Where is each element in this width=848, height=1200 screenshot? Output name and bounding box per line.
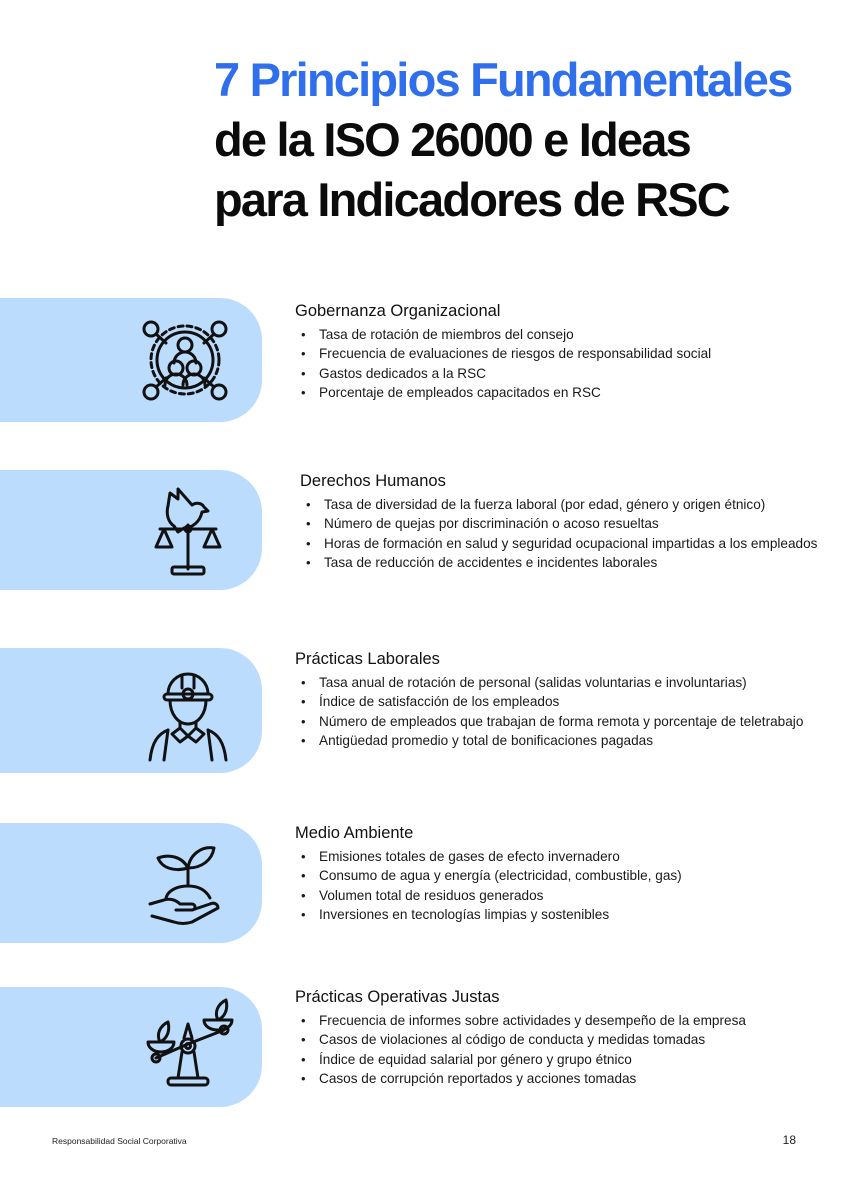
section-gobernanza [295,300,825,402]
section-medio-ambiente [295,822,825,924]
pill-practicas-operativas [0,987,262,1107]
list-item: • Índice de satisfacción de los empleados [319,692,825,711]
list-item: • Antigüedad promedio y total de bonificaciones pagadas [319,731,825,750]
page-number: 18 [782,1133,796,1147]
section-practicas-laborales [295,648,825,750]
dove-scales-icon [130,475,240,585]
list-item: • Número de quejas por discriminación o acoso resueltas [324,514,830,533]
page-title [214,50,844,230]
list-item: • Gastos dedicados a la RSC [319,364,825,383]
title-line-3: para Indicadores de RSC [214,173,729,226]
footer-document-title: Responsabilidad Social Corporativa [52,1136,187,1146]
section-heading: Derechos Humanos [300,472,446,490]
list-item: • Tasa de reducción de accidentes e incidentes laborales [324,553,830,572]
hand-plant-icon [130,828,240,938]
pill-practicas-laborales [0,648,262,773]
list-item: • Tasa de rotación de miembros del consejo [319,325,825,344]
list-item: • Horas de formación en salud y seguridad ocupacional impartidas a los empleados [324,534,830,553]
pill-gobernanza [0,298,262,422]
section-heading: Prácticas Operativas Justas [295,988,500,1006]
list-item: • Índice de equidad salarial por género y grupo étnico [319,1050,825,1069]
list-item: • Frecuencia de informes sobre actividades y desempeño de la empresa [319,1011,825,1030]
indicator-list [295,1011,825,1088]
pill-medio-ambiente [0,823,262,943]
section-derechos-humanos [300,470,830,572]
indicator-list [295,673,825,750]
network-people-icon [130,305,240,415]
indicator-list [295,847,825,924]
balance-leaves-icon [130,992,240,1102]
section-heading: Prácticas Laborales [295,650,440,668]
section-practicas-operativas [295,986,825,1088]
list-item: • Volumen total de residuos generados [319,886,825,905]
indicator-list [295,325,825,402]
list-item: • Consumo de agua y energía (electricidad, combustible, gas) [319,866,825,885]
indicator-list [300,495,830,572]
list-item: • Emisiones totales de gases de efecto invernadero [319,847,825,866]
list-item: • Casos de violaciones al código de conducta y medidas tomadas [319,1030,825,1049]
list-item: • Tasa anual de rotación de personal (salidas voluntarias e involuntarias) [319,673,825,692]
list-item: • Número de empleados que trabajan de forma remota y porcentaje de teletrabajo [319,712,825,731]
worker-helmet-icon [130,656,240,766]
list-item: • Tasa de diversidad de la fuerza laboral (por edad, género y origen étnico) [324,495,830,514]
list-item: • Casos de corrupción reportados y acciones tomadas [319,1069,825,1088]
title-line-1: 7 Principios Fundamentales [214,53,792,106]
section-heading: Medio Ambiente [295,824,414,842]
list-item: • Porcentaje de empleados capacitados en RSC [319,383,825,402]
pill-derechos-humanos [0,470,262,590]
section-heading: Gobernanza Organizacional [295,302,501,320]
list-item: • Frecuencia de evaluaciones de riesgos de responsabilidad social [319,344,825,363]
title-line-2: de la ISO 26000 e Ideas [214,113,690,166]
list-item: • Inversiones en tecnologías limpias y sostenibles [319,905,825,924]
